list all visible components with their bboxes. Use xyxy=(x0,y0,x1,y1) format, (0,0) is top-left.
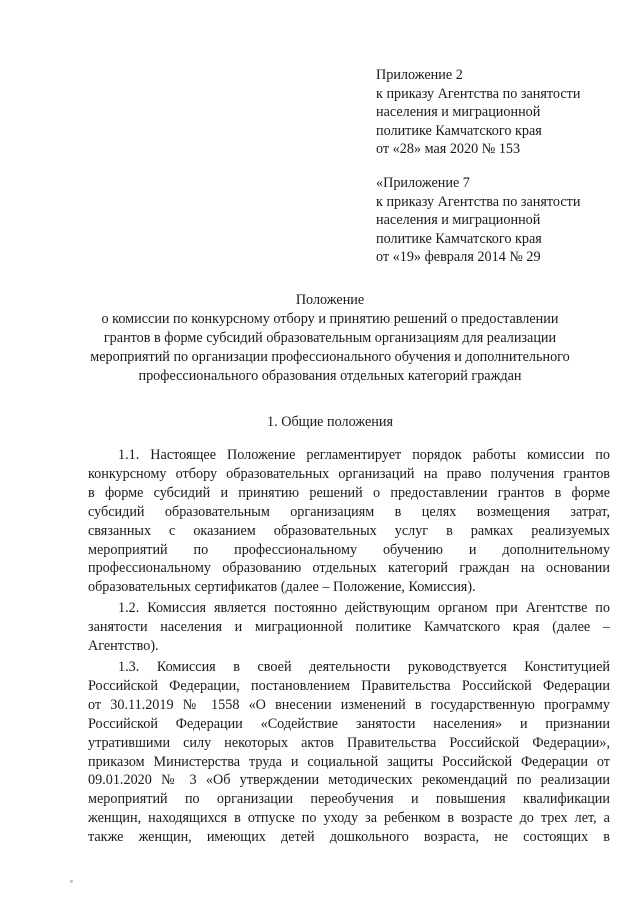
paragraph-1-1 xyxy=(88,446,610,597)
appendix-7-line: от «19» февраля 2014 № 29 xyxy=(376,249,541,265)
title-line: профессионального образования отдельных категорий граждан xyxy=(138,368,522,384)
paragraph-line: женщин, находящихся в отпуске по уходу за ребенком в возрасте до трех лет, а xyxy=(88,810,610,827)
appendix-7-header xyxy=(376,174,626,267)
paragraph-line: субсидий образовательным организациям в целях возмещения затрат, xyxy=(88,503,610,520)
paragraph-line: мероприятий по организации переобучения и повышения квалификации xyxy=(88,791,610,808)
appendix-2-line: к приказу Агентства по занятости xyxy=(376,85,581,102)
paragraph-line: 1.1. Настоящее Положение регламентирует порядок работы комиссии по xyxy=(118,447,610,463)
paragraph-line: Агентство). xyxy=(88,638,159,655)
appendix-2-line: от «28» мая 2020 № 153 xyxy=(376,141,521,157)
paragraph-line: 09.01.2020 № 3 «Об утверждении методических рекомендаций по реализации xyxy=(88,772,610,789)
paragraph-line: связанных с оказанием образовательных услуг в рамках реализуемых xyxy=(88,522,610,539)
document-body xyxy=(88,446,610,849)
appendix-7-line: политике Камчатского края xyxy=(376,230,542,247)
appendix-2-header xyxy=(376,66,626,159)
appendix-2-line: политике Камчатского края xyxy=(376,122,542,139)
paragraph-line: занятости населения и миграционной политике Камчатского края (далее – xyxy=(88,619,610,636)
paragraph-1-2 xyxy=(88,599,610,656)
paragraph-1-3 xyxy=(88,658,610,847)
title-line: мероприятий по организации профессионального обучения и дополнительного xyxy=(90,349,570,365)
paragraph-line: также женщин, имеющих детей дошкольного возраста, не состоящих в xyxy=(88,829,610,846)
paragraph-line: конкурсному отбору образовательных организаций на право получения грантов xyxy=(88,465,610,482)
scan-artifact xyxy=(70,880,73,883)
title-line: Положение xyxy=(295,292,365,308)
section-heading: 1. Общие положения xyxy=(267,414,393,430)
document-title xyxy=(60,291,600,386)
paragraph-line: от 30.11.2019 № 1558 «О внесении изменений в государственную программу xyxy=(88,696,610,713)
appendix-7-line: населения и миграционной xyxy=(376,212,541,228)
paragraph-line: образовательных сертификатов (далее – Положение, Комиссия). xyxy=(88,579,476,596)
paragraph-line: приказом Министерства труда и социальной защиты Российской Федерации от xyxy=(88,753,610,770)
appendix-2-line: Приложение 2 xyxy=(376,67,463,83)
title-line: грантов в форме субсидий образовательным организациям для реализации xyxy=(103,330,557,346)
paragraph-line: профессиональному образованию отдельных категорий граждан на основании xyxy=(88,560,610,577)
paragraph-line: 1.3. Комиссия в своей деятельности руководствуется Конституцией xyxy=(118,658,610,675)
paragraph-line: в форме субсидий и принятию решений о предоставлении грантов в форме xyxy=(88,484,610,501)
appendix-2-line: населения и миграционной xyxy=(376,104,541,120)
paragraph-line: утратившими силу некоторых актов Правительства Российской Федерации», xyxy=(88,734,610,751)
appendix-7-line: «Приложение 7 xyxy=(376,175,470,191)
appendix-7-line: к приказу Агентства по занятости xyxy=(376,193,581,210)
paragraph-line: мероприятий по профессиональному обучению и дополнительному xyxy=(88,541,610,558)
paragraph-line: Российской Федерации «Содействие занятости населения» и признании xyxy=(88,715,610,732)
paragraph-line: Российской Федерации, постановлением Правительства Российской Федерации xyxy=(88,677,610,694)
paragraph-line: 1.2. Комиссия является постоянно действующим органом при Агентстве по xyxy=(118,600,610,617)
title-line: о комиссии по конкурсному отбору и принятию решений о предоставлении xyxy=(101,311,559,327)
